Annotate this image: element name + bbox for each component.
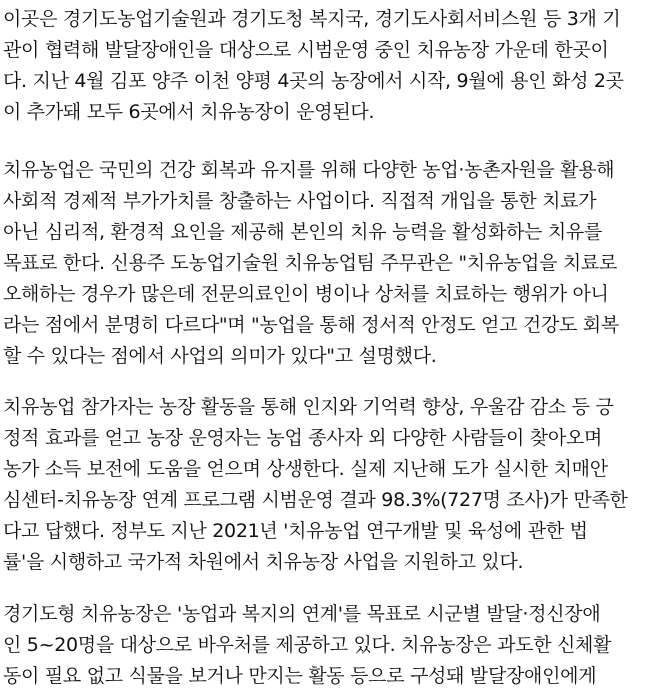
paragraph-2-line-6: 라는 점에서 분명히 다르다"며 "농업을 통해 정서적 안정도 얻고 건강도 회복: [3, 314, 619, 336]
paragraph-2-line-3: 아닌 심리적, 환경적 요인을 제공해 본인의 치유 능력을 활성화하는 치유를: [3, 221, 603, 243]
paragraph-3-line-4: 심센터-치유농장 연계 프로그램 시범운영 결과 98.3%(727명 조사)가 만족한: [3, 489, 628, 511]
paragraph-3-line-2: 정적 효과를 얻고 농장 운영자는 농업 종사자 외 다양한 사람들이 찾아오며: [3, 427, 603, 449]
paragraph-1-line-3: 다. 지난 4월 김포 양주 이천 양평 4곳의 농장에서 시작, 9월에 용인 화성 2곳: [3, 70, 624, 92]
paragraph-2-line-7: 할 수 있다는 점에서 사업의 의미가 있다"고 설명했다.: [3, 345, 437, 367]
paragraph-3-line-5: 다고 답했다. 정부도 지난 2021년 '치유농업 연구개발 및 육성에 관한 법: [3, 520, 588, 542]
paragraph-4-line-1: 경기도형 치유농장은 '농업과 복지의 연계'를 목표로 시군별 발달·정신장애: [3, 603, 601, 625]
paragraph-2-line-5: 오해하는 경우가 많은데 전문의료인이 병이나 상처를 치료하는 행위가 아니: [3, 283, 609, 305]
paragraph-3-line-6: 률'을 시행하고 국가적 차원에서 치유농장 사업을 지원하고 있다.: [3, 551, 524, 573]
paragraph-1-line-4: 이 추가돼 모두 6곳에서 치유농장이 운영된다.: [3, 101, 375, 123]
paragraph-3-line-3: 농가 소득 보전에 도움을 얻으며 상생한다. 실제 지난해 도가 실시한 치매안: [3, 458, 608, 480]
paragraph-2-line-1: 치유농업은 국민의 건강 회복과 유지를 위해 다양한 농업·농촌자원을 활용해: [3, 159, 615, 181]
paragraph-4-line-3: 동이 필요 없고 식물을 보거나 만지는 활동 등으로 구성돼 발달장애인에게: [3, 665, 597, 687]
paragraph-1-line-2: 관이 협력해 발달장애인을 대상으로 시범운영 중인 치유농장 가운데 한곳이: [3, 39, 609, 61]
paragraph-1-line-1: 이곳은 경기도농업기술원과 경기도청 복지국, 경기도사회서비스원 등 3개 기: [3, 8, 621, 30]
paragraph-2-line-2: 사회적 경제적 부가가치를 창출하는 사업이다. 직접적 개입을 통한 치료가: [3, 190, 597, 212]
paragraph-4-line-2: 인 5~20명을 대상으로 바우처를 제공하고 있다. 치유농장은 과도한 신체활: [3, 634, 612, 656]
paragraph-3-line-1: 치유농업 참가자는 농장 활동을 통해 인지와 기억력 향상, 우울감 감소 등 긍: [3, 396, 614, 418]
paragraph-2-line-4: 목표로 한다. 신용주 도농업기술원 치유농업팀 주무관은 "치유농업을 치료로: [3, 252, 618, 274]
